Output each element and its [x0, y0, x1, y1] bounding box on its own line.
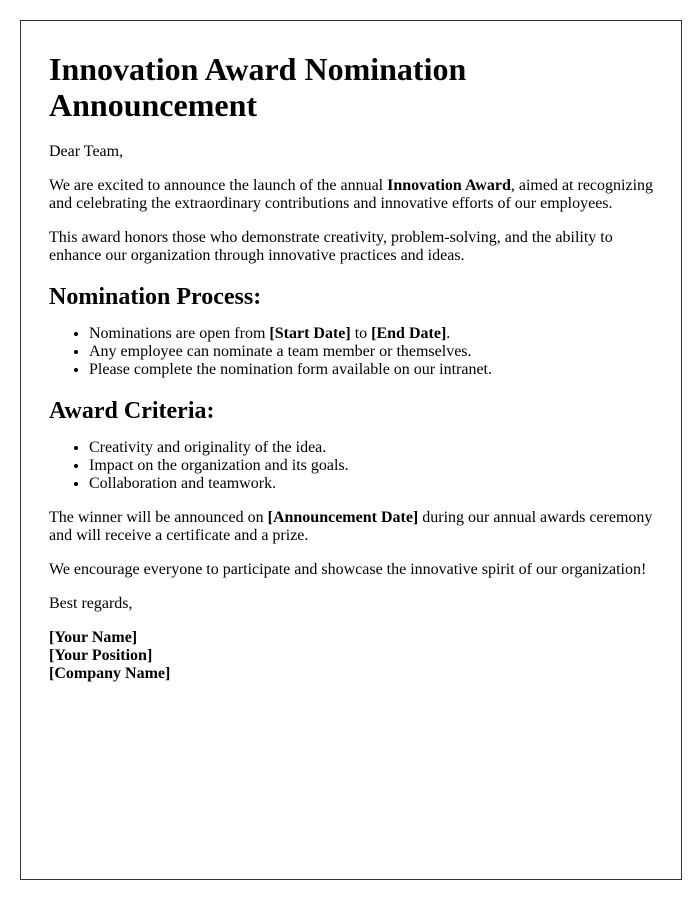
signature-position: [Your Position] — [49, 647, 153, 664]
list-item: • Any employee can nominate a team member or themselves. — [89, 343, 661, 361]
award-criteria-heading: Award Criteria: — [49, 398, 215, 424]
closing: Best regards, — [49, 595, 133, 612]
start-date-placeholder: [Start Date] — [269, 325, 351, 342]
award-criteria-list — [49, 439, 661, 493]
award-name: Innovation Award — [387, 177, 511, 194]
winner-text-before: The winner will be announced on — [49, 509, 268, 526]
page-title: Innovation Award Nomination Announcement — [49, 51, 467, 123]
winner-paragraph — [49, 509, 661, 545]
winner-text-after: during our annual awards ceremony and will receive a certificate and a prize. — [49, 509, 653, 544]
intro-paragraph — [49, 177, 661, 213]
nomination-process-heading: Nomination Process: — [49, 284, 262, 310]
intro-text-before: We are excited to announce the launch of the annual — [49, 177, 388, 194]
list-item: • Creativity and originality of the idea. — [89, 439, 661, 457]
signature-block — [49, 629, 661, 683]
nomination-process-list — [49, 325, 661, 379]
letter-page — [20, 20, 682, 880]
list-item — [89, 325, 661, 343]
end-date-placeholder: [End Date] — [371, 325, 447, 342]
list-item: • Impact on the organization and its goals. — [89, 457, 661, 475]
greeting: Dear Team, — [49, 143, 124, 160]
dates-text-before: Nominations are open from — [89, 325, 270, 342]
signature-name: [Your Name] — [49, 629, 138, 646]
list-item: • Please complete the nomination form available on our intranet. — [89, 361, 661, 379]
announcement-date-placeholder: [Announcement Date] — [267, 509, 419, 526]
list-item: • Collaboration and teamwork. — [89, 475, 661, 493]
honors-paragraph: This award honors those who demonstrate creativity, problem-solving, and the ability to enhance our organization through innovative practices and ideas. — [49, 229, 613, 264]
signature-company: [Company Name] — [49, 665, 171, 682]
intro-text-after: , aimed at recognizing and celebrating the extraordinary contributions and innovative efforts of our employees. — [49, 177, 654, 212]
encourage-paragraph: We encourage everyone to participate and showcase the innovative spirit of our organization! — [49, 561, 647, 578]
dates-text-middle: to — [350, 325, 372, 342]
dates-text-after: . — [446, 325, 451, 342]
